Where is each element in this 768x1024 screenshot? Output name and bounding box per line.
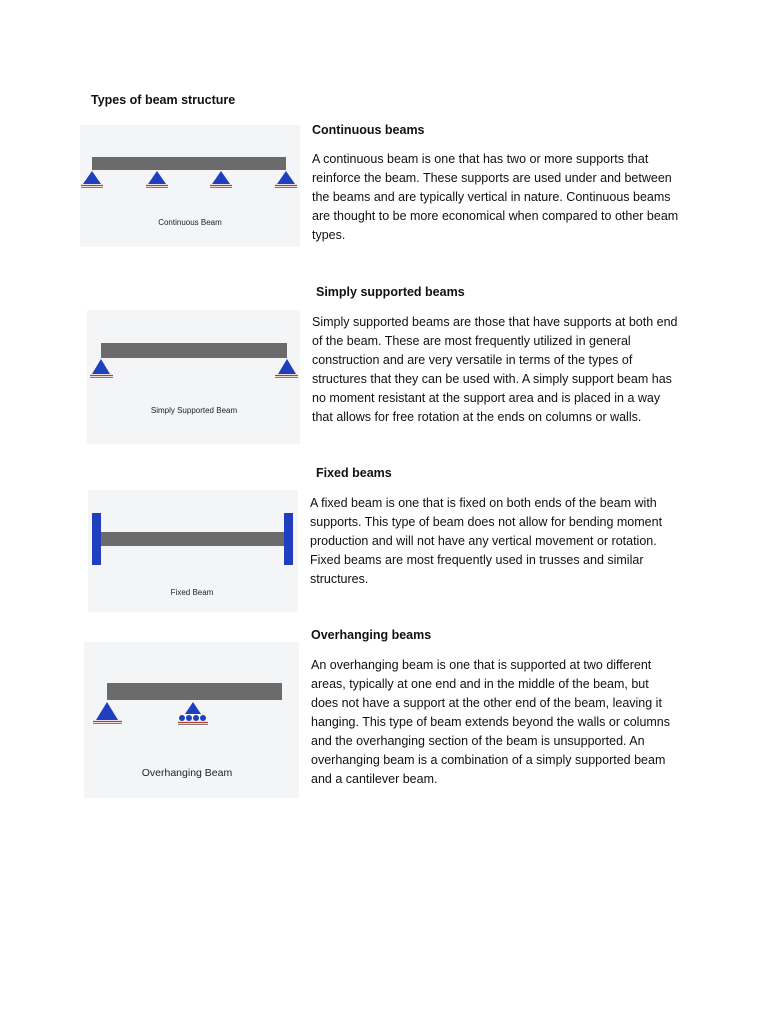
simply-supported-beam-diagram: [87, 310, 300, 444]
section-heading: Overhanging beams: [311, 628, 432, 642]
pin-support-icon: [93, 702, 122, 724]
figure-caption: Overhanging Beam: [141, 767, 233, 779]
continuous-beam-diagram: [80, 125, 300, 247]
overhanging-beam-figure: [84, 642, 299, 798]
pin-support-icon: [275, 171, 297, 188]
figure-caption: Simply Supported Beam: [150, 406, 238, 415]
fixed-beam-diagram: [88, 490, 298, 612]
figure-caption: Fixed Beam: [170, 588, 214, 597]
fixed-wall-left: [92, 513, 101, 565]
section-heading: Continuous beams: [312, 123, 425, 137]
section-body: A continuous beam is one that has two or more supports that reinforce the beam. These supports are used under and between the beams and are typically vertical in nature. Continuous beams are thought to be more economical when compared to other beam types.: [312, 152, 679, 242]
continuous-beam-figure: [80, 125, 300, 247]
pin-support-icon: [90, 359, 113, 378]
beam-bar: [92, 157, 286, 170]
pin-support-icon: [275, 359, 298, 378]
pin-support-icon: [81, 171, 103, 188]
section-heading: Fixed beams: [316, 466, 392, 480]
figure-caption: Continuous Beam: [158, 218, 222, 227]
document-title: Types of beam structure: [91, 93, 236, 107]
fixed-wall-right: [284, 513, 293, 565]
overhanging-beam-diagram: [84, 642, 299, 798]
beam-bar: [101, 343, 287, 358]
section-heading: Simply supported beams: [316, 285, 465, 299]
section-body: A fixed beam is one that is fixed on both ends of the beam with supports. This type of beam does not allow for bending moment production and will not have any vertical movement or rotation. Fixed beams are most frequently used in trusses and similar structures.: [310, 496, 663, 586]
roller-support-icon: [178, 702, 208, 725]
section-body: An overhanging beam is one that is supported at two different areas, typically at one end and in the middle of the beam, but does not have a support at the other end of the beam, leaving it hanging. This type of beam extends beyond the walls or columns and the overhanging section of the beam is unsupported. An overhanging beam is a combination of a simply supported beam and a cantilever beam.: [311, 658, 671, 786]
fixed-beam-figure: [88, 490, 298, 612]
pin-support-icon: [210, 171, 232, 188]
pin-support-icon: [146, 171, 168, 188]
section-body: Simply supported beams are those that have supports at both end of the beam. These are most frequently utilized in general construction and are very versatile in terms of the types of structures that they can be used with. A simply support beam has no moment resistant at the support area and is placed in a way that allows for free rotation at the ends on columns or walls.: [312, 315, 678, 424]
beam-bar: [101, 532, 284, 546]
simply-supported-beam-figure: [87, 310, 300, 444]
beam-bar: [107, 683, 282, 700]
